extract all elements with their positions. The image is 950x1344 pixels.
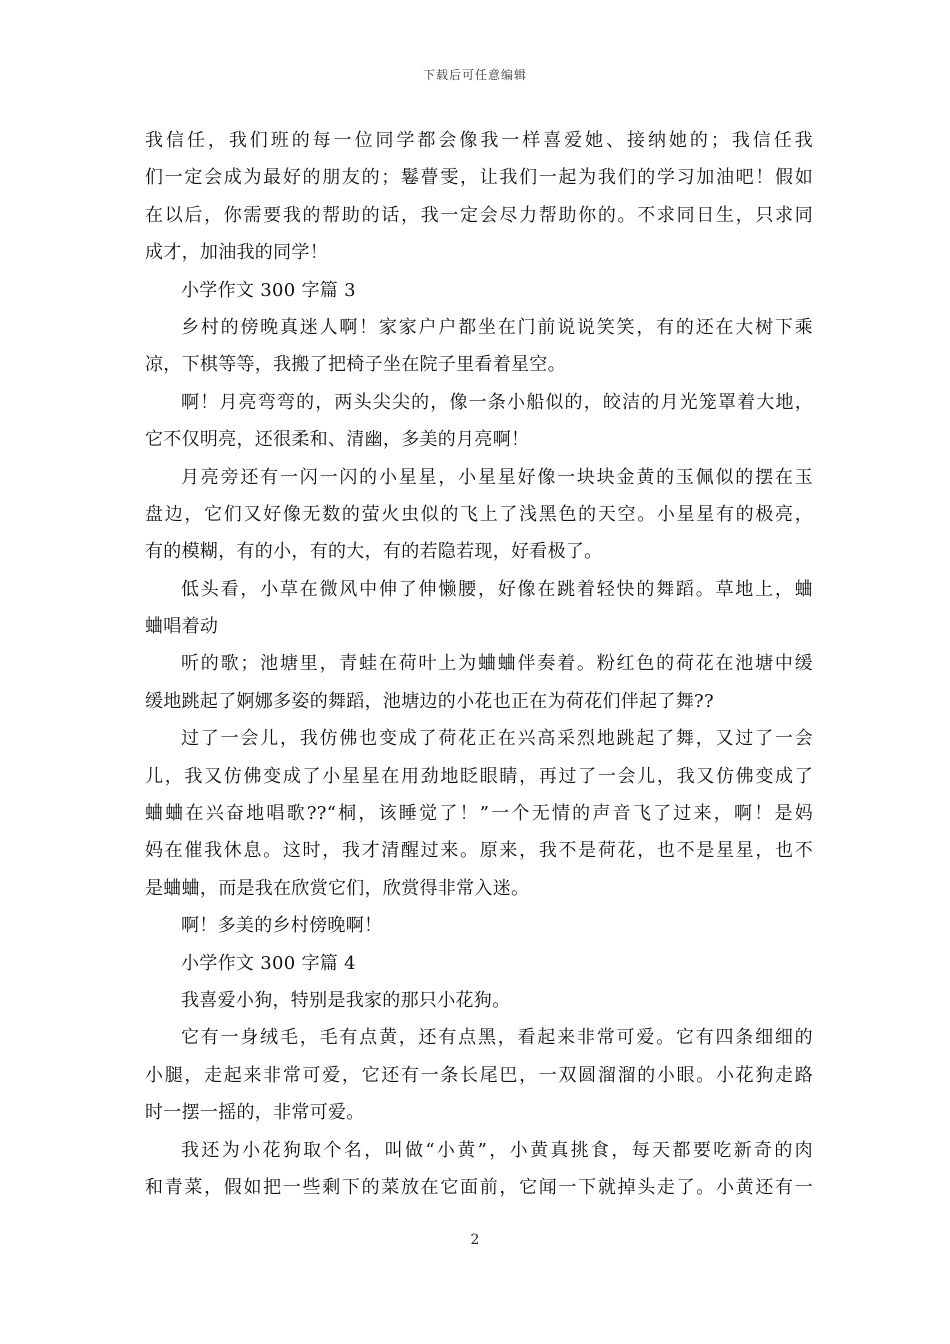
text-line: 在以后，你需要我的帮助的话，我一定会尽力帮助你的。不求同日生，只求同 bbox=[145, 204, 813, 226]
text-line: 啊！月亮弯弯的，两头尖尖的，像一条小船似的，皎洁的月光笼罩着大地， bbox=[181, 391, 813, 413]
page-header: 下载后可任意编辑 bbox=[422, 68, 527, 82]
text-line: 凉，下棋等等，我搬了把椅子坐在院子里看着星空。 bbox=[145, 354, 566, 376]
section-heading: 小学作文 300 字篇 3 bbox=[181, 279, 356, 301]
text-line: 过了一会儿，我仿佛也变成了荷花正在兴高采烈地跳起了舞，又过了一会 bbox=[181, 728, 813, 750]
text-line: 我喜爱小狗，特别是我家的那只小花狗。 bbox=[181, 989, 511, 1011]
text-line: 低头看，小草在微风中伸了伸懒腰，好像在跳着轻快的舞蹈。草地上，蛐 bbox=[181, 578, 813, 600]
text-line: 妈在催我休息。这时，我才清醒过来。原来，我不是荷花，也不是星星，也不 bbox=[145, 840, 813, 862]
document-body bbox=[145, 122, 813, 1206]
text-line: 小腿，走起来非常可爱，它还有一条长尾巴，一双圆溜溜的小眼。小花狗走路 bbox=[145, 1064, 813, 1086]
text-line: 蛐唱着动 bbox=[145, 616, 219, 638]
text-line: 啊！多美的乡村傍晚啊！ bbox=[181, 915, 383, 937]
text-line: 我信任，我们班的每一位同学都会像我一样喜爱她、接纳她的；我信任我 bbox=[145, 130, 813, 151]
text-line: 时一摆一摇的，非常可爱。 bbox=[145, 1102, 365, 1124]
page-number: 2 bbox=[470, 1232, 480, 1248]
text-line: 它有一身绒毛，毛有点黄，还有点黑，看起来非常可爱。它有四条细细的 bbox=[181, 1027, 813, 1049]
text-line: 它不仅明亮，还很柔和、清幽，多美的月亮啊！ bbox=[145, 429, 530, 451]
text-line: 有的模糊，有的小，有的大，有的若隐若现，好看极了。 bbox=[145, 541, 603, 563]
section-heading: 小学作文 300 字篇 4 bbox=[181, 952, 356, 974]
text-line: 儿，我又仿佛变成了小星星在用劲地眨眼睛，再过了一会儿，我又仿佛变成了 bbox=[145, 765, 813, 787]
text-line: 听的歌；池塘里，青蛙在荷叶上为蛐蛐伴奏着。粉红色的荷花在池塘中缓 bbox=[181, 653, 813, 675]
text-line: 缓地跳起了婀娜多姿的舞蹈，池塘边的小花也正在为荷花们伴起了舞?? bbox=[145, 690, 714, 712]
text-line: 蛐蛐在兴奋地唱歌??“桐，该睡觉了！”一个无情的声音飞了过来，啊！是妈 bbox=[145, 803, 813, 825]
text-line: 和青菜，假如把一些剩下的菜放在它面前，它闻一下就掉头走了。小黄还有一 bbox=[145, 1176, 813, 1198]
text-line: 盘边，它们又好像无数的萤火虫似的飞上了浅黑色的天空。小星星有的极亮， bbox=[145, 503, 813, 525]
text-line: 们一定会成为最好的朋友的；鬈瞢雯，让我们一起为我们的学习加油吧！假如 bbox=[145, 167, 813, 189]
text-line: 我还为小花狗取个名，叫做“小黄”，小黄真挑食，每天都要吃新奇的肉 bbox=[181, 1139, 813, 1161]
text-line: 是蛐蛐，而是我在欣赏它们，欣赏得非常入迷。 bbox=[145, 877, 530, 899]
text-line: 乡村的傍晚真迷人啊！家家户户都坐在门前说说笑笑，有的还在大树下乘 bbox=[181, 316, 813, 338]
text-line: 成才，加油我的同学！ bbox=[145, 242, 328, 264]
text-line: 月亮旁还有一闪一闪的小星星，小星星好像一块块金黄的玉佩似的摆在玉 bbox=[181, 466, 813, 488]
